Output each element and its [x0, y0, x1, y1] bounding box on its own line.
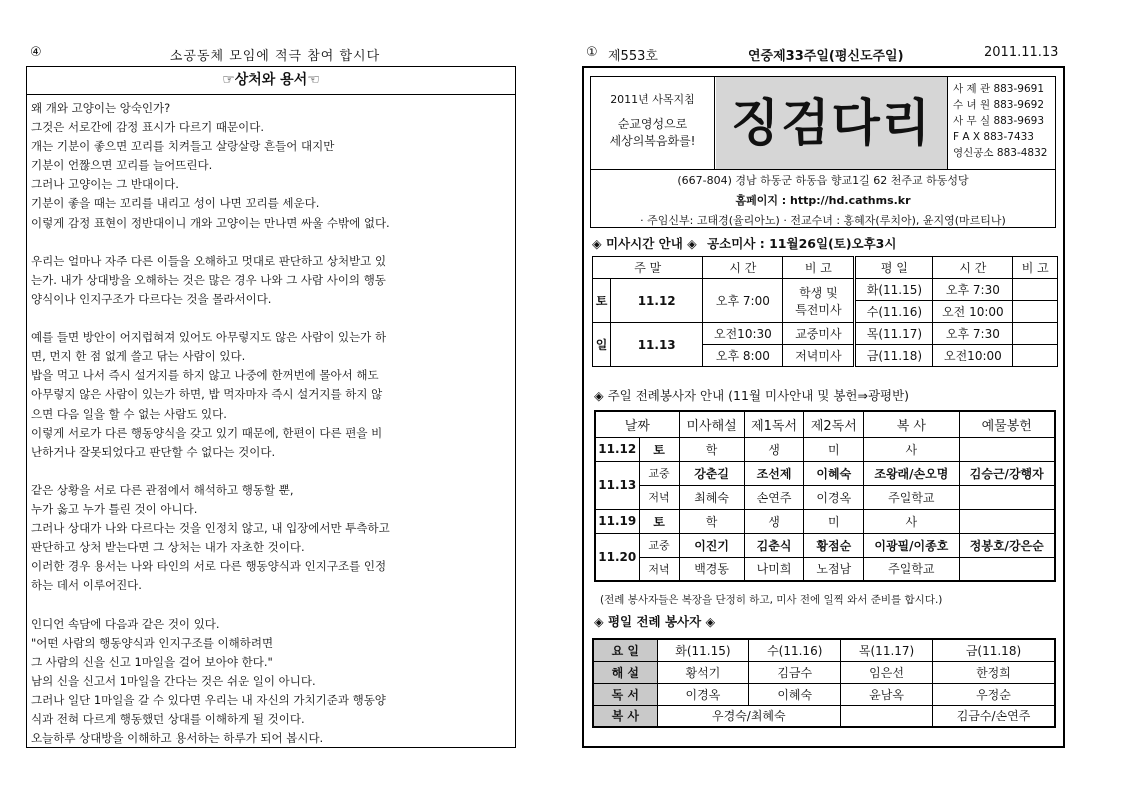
- essay-line: 으면 다음 일을 할 수 없는 사람도 있다.: [31, 406, 227, 421]
- essay-body: [27, 95, 515, 748]
- duty-cell: 백경동: [679, 557, 744, 581]
- duty-header: 제1독서: [744, 411, 804, 437]
- essay-line: [31, 309, 509, 328]
- duty-date: 11.12: [595, 437, 639, 461]
- col-note: 비 고: [783, 257, 855, 279]
- duty-note: (전례 봉사자들은 복장을 단정히 하고, 미사 전에 일찍 와서 준비를 합시다.): [600, 594, 943, 606]
- duty-header: 미사해설: [679, 411, 744, 437]
- duty-cell: 나미희: [744, 557, 804, 581]
- duty-header: 날짜: [595, 411, 679, 437]
- duty-cell: 사: [864, 509, 959, 533]
- essay-line: 개는 기분이 좋으면 꼬리를 치켜들고 살랑살랑 흔들어 대지만: [31, 139, 335, 154]
- address: (667-804) 경남 하동군 하동읍 향교1길 62 천주교 하동성당: [677, 174, 969, 187]
- duty-cell: 생: [744, 437, 804, 461]
- essay-line: 아무렇지 않은 사람이 있는가 하면, 밥 먹자마자 즉시 설거지를 하지 않: [31, 387, 383, 402]
- bulletin-front: [582, 66, 1065, 748]
- wk-cell: 이경옥: [657, 683, 749, 705]
- duty-cell: 최혜숙: [679, 485, 744, 509]
- essay-line: 그러나 일단 1마일을 갈 수 있다면 우리는 내 자신의 가치기준과 행동양: [31, 692, 386, 707]
- left-page-header: [30, 45, 520, 65]
- wk-row-label: 해 설: [593, 661, 657, 683]
- col-weekend: 주 말: [593, 257, 703, 279]
- sun-note-1: 교중미사: [783, 323, 855, 345]
- duty-cell: 황점순: [804, 533, 864, 557]
- duty-cell: 이광필/이종호: [864, 533, 959, 557]
- essay-line: 는가. 내가 상대방을 오해하는 것은 많은 경우 나와 그 사람 사이의 행동: [31, 272, 386, 287]
- duty-mass: 저녁: [639, 557, 679, 581]
- duty-date: 11.13: [595, 461, 639, 509]
- occasion-title: 연중제33주일(평신도주일): [748, 49, 904, 64]
- essay-line: 식과 전혀 다르게 행동했던 상대를 이해하게 될 것이다.: [31, 712, 305, 726]
- address-block: [591, 169, 1055, 228]
- duty-cell: 김승근/강행자: [959, 461, 1055, 485]
- tue-day: 화(11.15): [855, 279, 933, 301]
- staff-list: · 주임신부: 고태경(율리아노) · 전교수녀 : 홍혜자(루치아), 윤지영(마르티나): [640, 214, 1006, 227]
- fri-time: 오전10:00: [933, 345, 1013, 367]
- col-time-2: 시 간: [933, 257, 1013, 279]
- essay-line: 밥을 먹고 나서 즉시 설거지를 하지 않고 나중에 한꺼번에 몰아서 해도: [31, 368, 379, 383]
- essay-line: 면, 먼지 한 점 없게 쓸고 닦는 사람이 있다.: [31, 349, 246, 364]
- weekday-duty-table: [592, 638, 1056, 728]
- essay-line: 그것은 서로간에 감정 표시가 다르기 때문이다.: [31, 120, 265, 135]
- wk-server-a: 우경숙/최혜숙: [657, 705, 841, 727]
- duty-cell: 사: [864, 437, 959, 461]
- left-header-slogan: 소공동체 모임에 적극 참여 합시다: [169, 49, 381, 64]
- duty-cell: 미: [804, 509, 864, 533]
- wk-row-label: 독 서: [593, 683, 657, 705]
- duty-cell: 주일학교: [864, 557, 959, 581]
- duty-mass: 토: [639, 509, 679, 533]
- wk-header: 요 일: [593, 639, 657, 661]
- duty-title: ◈ 주일 전례봉사자 안내 (11월 미사안내 및 봉헌⇒광평반): [594, 388, 910, 403]
- tue-note: [1013, 279, 1058, 301]
- sat-date: 11.12: [611, 279, 703, 323]
- essay-title: ☞상처와 용서☜: [27, 67, 515, 95]
- wk-header: 수(11.16): [749, 639, 841, 661]
- duty-cell: 정봉호/강은순: [959, 533, 1055, 557]
- duty-mass: 저녁: [639, 485, 679, 509]
- essay-line: "어떤 사람의 행동양식과 인지구조를 이해하려면: [31, 635, 274, 650]
- wk-header: 화(11.15): [657, 639, 749, 661]
- duty-cell: 미: [804, 437, 864, 461]
- wk-row-label: 복 사: [593, 705, 657, 727]
- sun-time-1: 오전10:30: [703, 323, 783, 345]
- essay-line: 기분이 언짢으면 꼬리를 늘어뜨린다.: [31, 158, 213, 173]
- wk-cell: 김금수: [749, 661, 841, 683]
- thu-time: 오후 7:30: [933, 323, 1013, 345]
- phone-rectory: 사 제 관 883-9691: [953, 83, 1044, 95]
- sat-note-1: 학생 및: [799, 285, 838, 300]
- duty-cell: 조선제: [744, 461, 804, 485]
- duty-cell: 학: [679, 437, 744, 461]
- phone-office: 사 무 실 883-9693: [953, 115, 1044, 127]
- phone-fax: F A X 883-7433: [953, 131, 1034, 143]
- sat-note-2: 특전미사: [795, 302, 842, 317]
- wk-cell: 임은선: [841, 661, 933, 683]
- mass-time-heading: ◈ 미사시간 안내 ◈: [592, 236, 697, 251]
- essay-line: 누가 옳고 누가 틀린 것이 아니다.: [31, 501, 198, 516]
- wk-header: 목(11.17): [841, 639, 933, 661]
- wk-cell: 이혜숙: [749, 683, 841, 705]
- vision-year: 2011년 사목지침: [610, 93, 695, 106]
- duty-header: 제2독서: [804, 411, 864, 437]
- issue-number: 제553호: [608, 49, 658, 64]
- wed-day: 수(11.16): [855, 301, 933, 323]
- duty-header: 복 사: [864, 411, 959, 437]
- duty-mass: 토: [639, 437, 679, 461]
- vision-line-1: 순교영성으로: [617, 117, 688, 131]
- essay-line: 그러나 상대가 나와 다르다는 것을 인정치 않고, 내 입장에서만 투측하고: [31, 521, 390, 536]
- essay-box: [26, 66, 516, 748]
- essay-line: 기분이 좋을 때는 꼬리를 내리고 성이 나면 꼬리를 세운다.: [31, 196, 320, 211]
- essay-line: 오늘하루 상대방을 이해하고 용서하는 하루가 되어 봅시다.: [31, 731, 324, 746]
- duty-cell: 손연주: [744, 485, 804, 509]
- duty-cell: 강춘길: [679, 461, 744, 485]
- duty-cell: [959, 437, 1055, 461]
- fri-day: 금(11.18): [855, 345, 933, 367]
- essay-line: 우리는 얼마나 자주 다른 이들을 오해하고 멋대로 판단하고 상처받고 있: [31, 253, 387, 268]
- duty-header: 예물봉헌: [959, 411, 1055, 437]
- essay-line: 판단하고 상처 받는다면 그 상처는 내가 자초한 것이다.: [31, 540, 305, 555]
- wed-time: 오전 10:00: [933, 301, 1013, 323]
- duty-cell: [959, 509, 1055, 533]
- sun-time-2: 오후 8:00: [703, 345, 783, 367]
- sat-time: 오후 7:00: [703, 279, 783, 323]
- duty-cell: 학: [679, 509, 744, 533]
- wk-cell: 윤남옥: [841, 683, 933, 705]
- duty-cell: [959, 485, 1055, 509]
- duty-cell: 주일학교: [864, 485, 959, 509]
- duty-cell: 김춘식: [744, 533, 804, 557]
- wk-cell: 한정희: [932, 661, 1055, 683]
- col-time: 시 간: [703, 257, 783, 279]
- wk-cell: [841, 705, 933, 727]
- essay-line: 인디언 속담에 다음과 같은 것이 있다.: [31, 616, 220, 631]
- duty-mass: 교중: [639, 533, 679, 557]
- bulletin-date: 2011.11.13: [984, 45, 1059, 60]
- essay-line: 이러한 경우 용서는 나와 타인의 서로 다른 행동양식과 인지구조를 인정: [31, 559, 387, 574]
- duty-cell: 생: [744, 509, 804, 533]
- phone-mission: 영신공소 883-4832: [953, 147, 1048, 159]
- sun-note-2: 저녁미사: [783, 345, 855, 367]
- duty-cell: [959, 557, 1055, 581]
- duty-cell: 노점남: [804, 557, 864, 581]
- wk-header: 금(11.18): [932, 639, 1055, 661]
- essay-line: 그 사람의 신을 신고 1마일을 걸어 보아야 한다.": [31, 654, 273, 669]
- tue-time: 오후 7:30: [933, 279, 1013, 301]
- essay-line: 하는 데서 이루어진다.: [31, 578, 142, 593]
- fri-note: [1013, 345, 1058, 367]
- duty-cell: 이진기: [679, 533, 744, 557]
- phone-list: [953, 81, 1057, 161]
- sun-day: 일: [593, 323, 611, 367]
- thu-day: 목(11.17): [855, 323, 933, 345]
- essay-line: [31, 462, 509, 481]
- duty-cell: 이경옥: [804, 485, 864, 509]
- col-note-2: 비 고: [1013, 257, 1058, 279]
- essay-line: 이렇게 감정 표현이 정반대이니 개와 고양이는 만나면 싸울 수밖에 없다.: [31, 215, 390, 230]
- right-page-number: ①: [586, 45, 598, 60]
- duty-mass: 교중: [639, 461, 679, 485]
- logo-text: 징검다리: [730, 93, 933, 152]
- homepage[interactable]: 홈페이지 : http://hd.cathms.kr: [735, 194, 911, 207]
- wk-cell: 황석기: [657, 661, 749, 683]
- sat-day: 토: [593, 279, 611, 323]
- masthead: [590, 76, 1056, 228]
- duty-cell: 조왕래/손오명: [864, 461, 959, 485]
- duty-cell: 이혜숙: [804, 461, 864, 485]
- wed-note: [1013, 301, 1058, 323]
- wk-cell: 우정순: [932, 683, 1055, 705]
- vision-line-2: 세상의복음화를!: [609, 134, 696, 148]
- mass-schedule-table: [592, 256, 1058, 367]
- essay-line: 그러나 고양이는 그 반대이다.: [31, 177, 179, 192]
- right-page-header: [586, 45, 1066, 65]
- sat-note: [783, 279, 855, 323]
- essay-line: 난하거나 잘못되었다고 판단할 수 없다는 것이다.: [31, 444, 276, 459]
- essay-line: 같은 상황을 서로 다른 관점에서 해석하고 행동할 뿐,: [31, 482, 294, 497]
- duty-date: 11.19: [595, 509, 639, 533]
- sunday-duty-table: [594, 410, 1056, 582]
- duty-date: 11.20: [595, 533, 639, 581]
- essay-line: 양식이나 인지구조가 다르다는 것을 몰라서이다.: [31, 291, 272, 306]
- pastoral-vision: [591, 77, 715, 169]
- wk-server-b: 김금수/손연주: [932, 705, 1055, 727]
- essay-line: 예를 들면 방안이 어지럽혀져 있어도 아무렇지도 않은 사람이 있는가 하: [31, 330, 387, 345]
- essay-line: 이렇게 서로가 다른 행동양식을 갖고 있기 때문에, 한편이 다른 편을 비: [31, 425, 383, 440]
- phone-convent: 수 녀 원 883-9692: [953, 99, 1044, 111]
- essay-line: [31, 233, 509, 252]
- mission-mass-note: 공소미사 : 11월26일(토)오후3시: [707, 236, 897, 251]
- col-weekday: 평 일: [855, 257, 933, 279]
- essay-line: [31, 595, 509, 614]
- sun-date: 11.13: [611, 323, 703, 367]
- thu-note: [1013, 323, 1058, 345]
- essay-line: 남의 신을 신고서 1마일을 간다는 것은 쉬운 일이 아니다.: [31, 673, 316, 688]
- bulletin-logo: [716, 77, 948, 169]
- left-page-number: ④: [30, 45, 42, 60]
- weekday-duty-title: ◈ 평일 전례 봉사자 ◈: [594, 614, 716, 629]
- mass-time-title: [592, 234, 896, 252]
- essay-line: 왜 개와 고양이는 앙숙인가?: [31, 101, 171, 115]
